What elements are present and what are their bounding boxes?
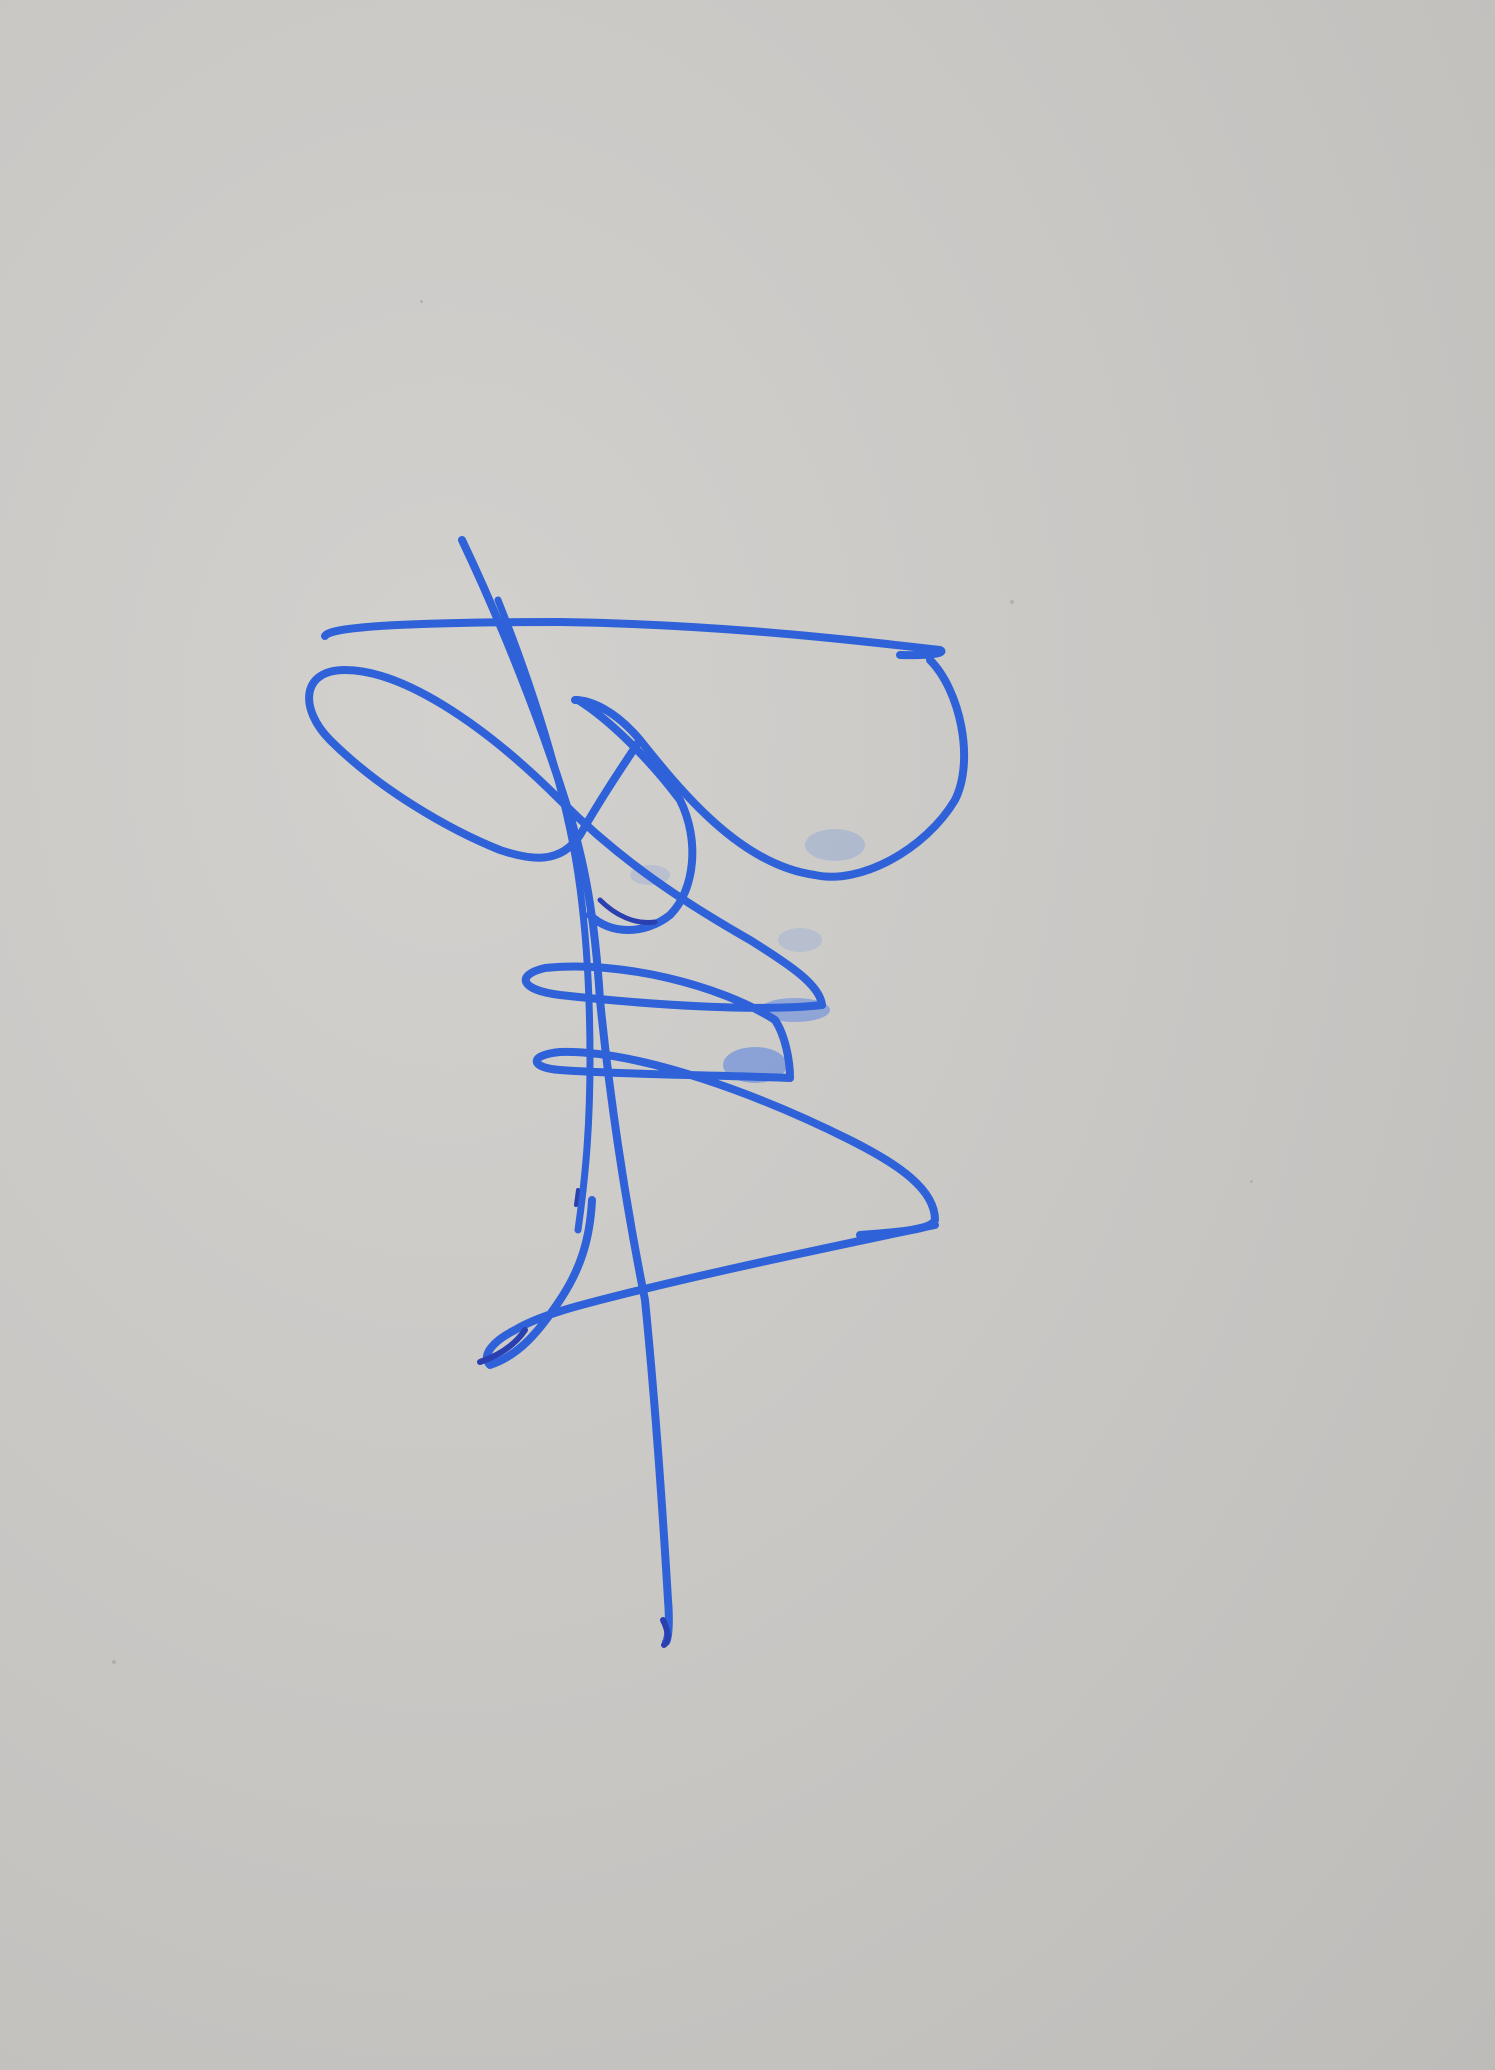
signature-long-vertical: [462, 540, 669, 1642]
signature-inner-vertical: [498, 600, 590, 1230]
signature-left-loop: [309, 670, 822, 1005]
signature-right-bowl: [575, 660, 964, 877]
signature-bottom-flourish: [487, 1200, 935, 1365]
ink-smudge: [778, 928, 822, 952]
signature-strokes: [309, 540, 964, 1645]
ink-smudges: [630, 829, 865, 1083]
ink-smudge: [805, 829, 865, 861]
signature-dark-accent: [600, 900, 655, 923]
signature-top-bar: [325, 622, 941, 655]
signature-dark-accent: [663, 1620, 668, 1645]
signature-zigzag-2: [537, 1052, 935, 1235]
signature-dark-accent: [576, 1190, 578, 1205]
